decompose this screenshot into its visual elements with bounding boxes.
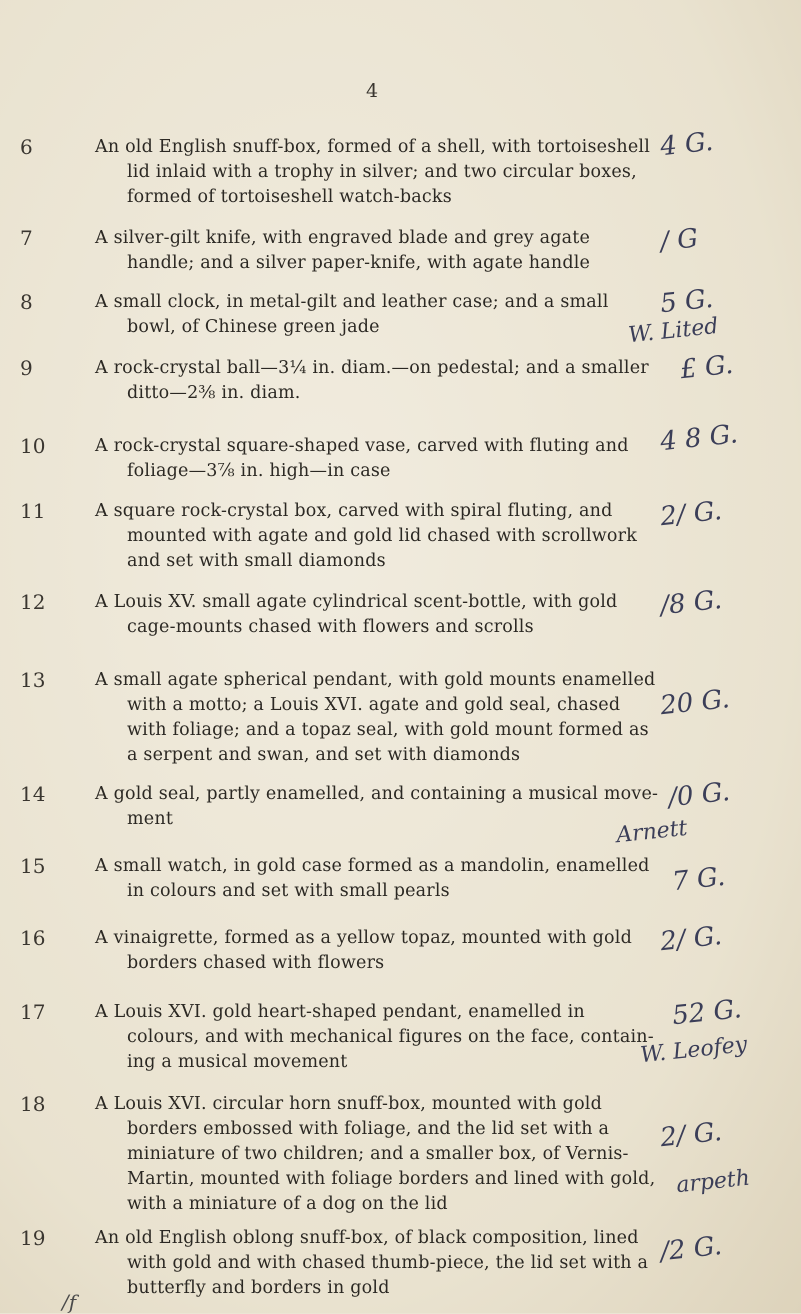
lot-description [95,290,655,340]
lot-number: 10 [20,434,46,458]
handwritten-buyer: arpeth [675,1165,752,1199]
lot-description [95,926,655,976]
description-line: with a motto; a Louis XVI. agate and gold seal, chased [127,695,621,715]
handwritten-buyer: W. Leofey [639,1032,749,1069]
description-line: A rock-crystal ball—3¼ in. diam.—on pedestal; and a smaller [95,358,649,378]
description-line: miniature of two children; and a smaller box, of Vernis- [127,1144,629,1164]
lot-description [95,854,655,904]
description-line: with gold and with chased thumb-piece, the lid set with a [127,1253,649,1273]
description-line: A silver-gilt knife, with engraved blade and grey agate [95,228,591,248]
handwritten-price: /0 G. [666,776,732,814]
lot-number: 16 [20,926,46,950]
page-number: 4 [366,80,379,102]
lot-description [95,590,655,640]
description-line: ing a musical movement [127,1052,348,1072]
description-line: A rock-crystal square-shaped vase, carved with fluting and [95,436,629,456]
description-line: a serpent and swan, and set with diamonds [127,745,521,765]
lot-description [95,1226,655,1301]
handwritten-price: 2/ G. [658,1116,724,1154]
description-line: with a miniature of a dog on the lid [127,1194,448,1214]
lot-number: 19 [20,1226,46,1250]
lot-number: 17 [20,1000,46,1024]
lot-description [95,782,659,832]
description-line: ment [127,809,174,829]
lot-number: 13 [20,668,46,692]
handwritten-price: 4 8 G. [658,419,740,458]
handwritten-price: 7 G. [670,861,727,898]
lot-description [95,434,655,484]
description-line: lid inlaid with a trophy in silver; and two circular boxes, [127,162,637,182]
lot-number: 12 [20,590,46,614]
lot-description [95,356,655,406]
handwritten-buyer: Arnett [615,815,689,849]
description-line: foliage—3⅞ in. high—in case [127,461,391,481]
description-line: Martin, mounted with foliage borders and lined with gold, [127,1169,656,1189]
handwritten-price: 4 G. [658,126,715,163]
description-line: in colours and set with small pearls [127,881,450,901]
lot-number: 14 [20,782,46,806]
description-line: A Louis XVI. circular horn snuff-box, mounted with gold [95,1094,603,1114]
lot-number: 6 [20,135,33,159]
handwritten-price: 52 G. [670,994,744,1032]
lot-number: 7 [20,226,33,250]
description-line: handle; and a silver paper-knife, with agate handle [127,253,591,273]
handwritten-price: 2/ G. [658,920,724,958]
description-line: borders chased with flowers [127,953,385,973]
lot-number: 11 [20,499,46,523]
handwritten-price: / G [658,223,700,258]
description-line: mounted with agate and gold lid chased with scrollwork [127,526,638,546]
description-line: butterfly and borders in gold [127,1278,390,1298]
lot-description [95,1000,655,1075]
lot-number: 15 [20,854,46,878]
description-line: borders embossed with foliage, and the lid set with a [127,1119,610,1139]
description-line: An old English snuff-box, formed of a shell, with tortoiseshell [95,137,650,157]
description-line: An old English oblong snuff-box, of black composition, lined [95,1228,639,1248]
description-line: formed of tortoiseshell watch-backs [127,187,452,207]
description-line: A Louis XV. small agate cylindrical scent-bottle, with gold [95,592,618,612]
description-line: A small agate spherical pendant, with gold mounts enamelled [95,670,656,690]
lot-description [95,499,655,574]
description-line: A gold seal, partly enamelled, and containing a musical move- [95,784,659,804]
lot-description [95,135,655,210]
description-line: and set with small diamonds [127,551,386,571]
description-line: A Louis XVI. gold heart-shaped pendant, enamelled in [95,1002,585,1022]
lot-number: 18 [20,1092,46,1116]
description-line: ditto—2⅜ in. diam. [127,383,301,403]
handwritten-price: £ G. [678,349,735,386]
margin-mark: /f [62,1290,77,1314]
handwritten-price: 20 G. [658,684,732,722]
description-line: A small watch, in gold case formed as a mandolin, enamelled [95,856,650,876]
description-line: A small clock, in metal-gilt and leather case; and a small [95,292,609,312]
lot-description [95,668,655,768]
description-line: with foliage; and a topaz seal, with gold mount formed as [127,720,649,740]
handwritten-price: 5 G. [658,283,715,320]
handwritten-buyer: W. Lited [627,313,720,349]
handwritten-price: /2 G. [658,1230,724,1268]
handwritten-price: /8 G. [658,584,724,622]
lot-number: 8 [20,290,33,314]
description-line: cage-mounts chased with flowers and scrolls [127,617,534,637]
description-line: colours, and with mechanical figures on the face, contain- [127,1027,654,1047]
description-line: A square rock-crystal box, carved with spiral fluting, and [95,501,613,521]
handwritten-price: 2/ G. [658,495,724,533]
description-line: bowl, of Chinese green jade [127,317,380,337]
lot-description [95,1092,655,1217]
description-line: A vinaigrette, formed as a yellow topaz, mounted with gold [95,928,632,948]
lot-number: 9 [20,356,33,380]
lot-description [95,226,655,276]
